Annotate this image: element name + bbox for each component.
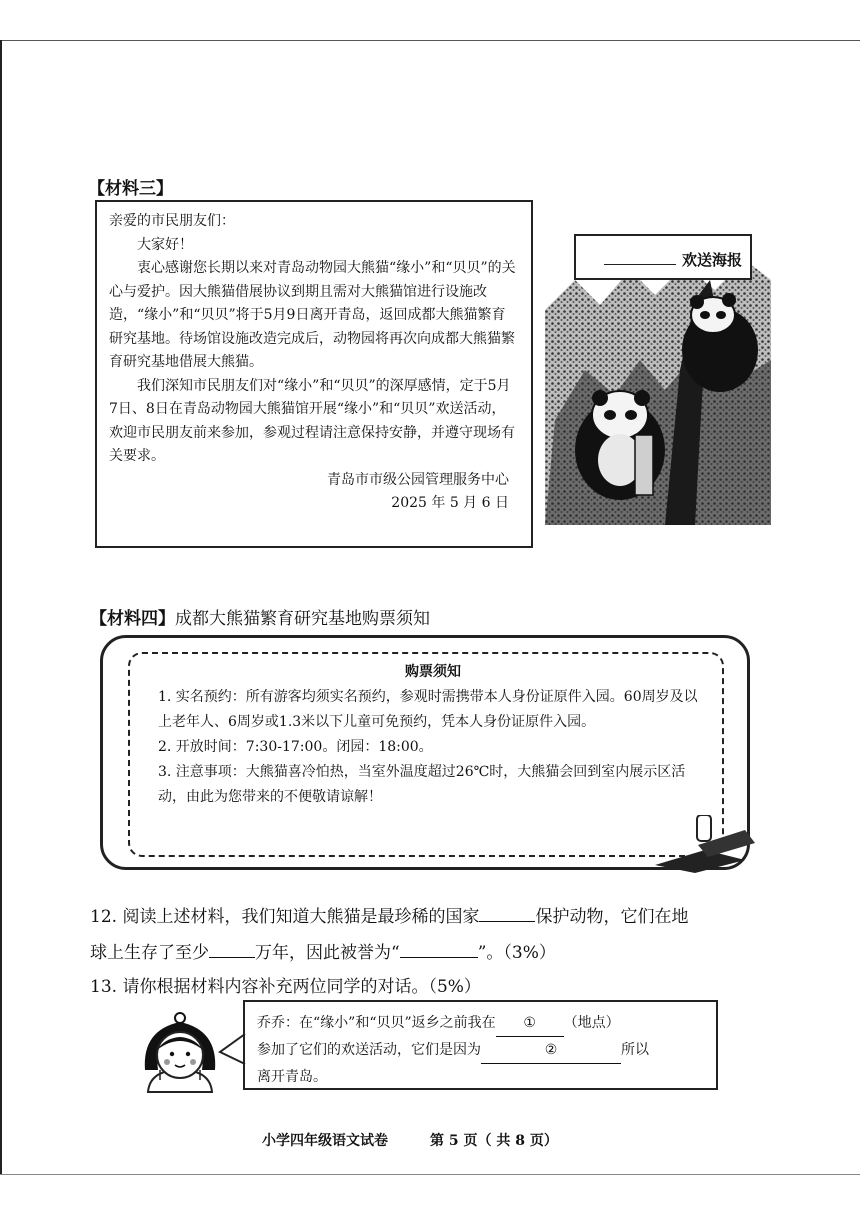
poster-title-blank	[604, 246, 676, 265]
question-12-line-1	[90, 902, 688, 932]
ticket-notice-title: 购票须知	[405, 664, 461, 680]
dialog-line-2	[257, 1037, 706, 1064]
q12-blank-2[interactable]	[209, 939, 255, 958]
q12-blank-3[interactable]	[400, 939, 478, 958]
dialog-text-4: 所以	[621, 1042, 649, 1058]
dialog-line-3: 离开青岛。	[257, 1069, 327, 1085]
dialog-text-3: 参加了它们的欢送活动，它们是因为	[257, 1042, 481, 1058]
dialog-box	[243, 1000, 718, 1090]
letter-salutation: 亲爱的市民朋友们：	[109, 213, 235, 229]
page-footer	[262, 1130, 558, 1150]
material4-title: 成都大熊猫繁育研究基地购票须知	[175, 609, 430, 629]
q12-text-1: 12. 阅读上述材料，我们知道大熊猫是最珍稀的国家	[90, 907, 480, 927]
ticket-notice-item-1: 1. 实名预约：所有游客均须实名预约，参观时需携带本人身份证原件入园。60周岁及以上老年人、6周岁或1.3米以下儿童可免预约，凭本人身份证原件入园。	[158, 689, 698, 730]
ticket-notice-item-2: 2. 开放时间：7:30-17:00。闭园：18:00。	[158, 739, 433, 755]
q12-text-5: ”。（3%）	[477, 943, 556, 963]
speech-pointer	[218, 1030, 246, 1070]
notice-letter	[95, 200, 533, 548]
footer-exam-name: 小学四年级语文试卷	[262, 1133, 388, 1149]
letter-paragraph-2: 我们深知市民朋友们对“缘小”和“贝贝”的深厚感情，定于5月7日、8日在青岛动物园大熊猫馆开展“缘小”和“贝贝”欢送活动，欢迎市民朋友前来参加，参观过程请注意保持安静，并遵守现场有关要求。	[109, 377, 515, 464]
ticket-notice	[128, 652, 724, 857]
left-border-line	[0, 40, 2, 1175]
dialog-line-1	[257, 1010, 706, 1037]
q12-text-3: 球上生存了至少	[90, 943, 209, 963]
q12-blank-1[interactable]	[479, 903, 535, 922]
student-avatar	[140, 1010, 220, 1095]
dialog-text-1: 乔乔：在“缘小”和“贝贝”返乡之前我在	[257, 1015, 496, 1031]
dialog-blank-1[interactable]: ①	[496, 1010, 564, 1037]
material4-heading	[90, 604, 430, 629]
dialog-blank-2[interactable]: ②	[481, 1037, 621, 1064]
question-12-line-2	[90, 938, 556, 968]
material4-label: 【材料四】	[90, 609, 175, 629]
material3-heading: 【材料三】	[88, 179, 173, 199]
poster-title-box	[574, 234, 752, 280]
letter-greeting: 大家好！	[137, 236, 193, 253]
poster-title-text: 欢送海报	[681, 251, 742, 269]
book-icon	[650, 815, 760, 875]
letter-paragraph-1: 衷心感谢您长期以来对青岛动物园大熊猫“缘小”和“贝贝”的关心与爱护。因大熊猫借展协议到期且需对大熊猫馆进行设施改造，“缘小”和“贝贝”将于5月9日离开青岛，返回成都大熊猫繁育研究基地。待场馆设施改造完成后，动物园将再次向成都大熊猫繁育研究基地借展大熊猫。	[109, 260, 516, 370]
dialog-text-2: （地点）	[563, 1015, 620, 1031]
footer-page-number: 第 5 页（ 共 8 页）	[430, 1133, 558, 1149]
bottom-border-line	[0, 1174, 860, 1175]
letter-date: 2025 年 5 月 6 日	[391, 495, 509, 511]
letter-signature: 青岛市市级公园管理服务中心	[327, 471, 509, 488]
question-13: 13. 请你根据材料内容补充两位同学的对话。（5%）	[90, 977, 481, 997]
q12-text-4: 万年，因此被誉为“	[255, 943, 400, 963]
top-border-line	[0, 40, 860, 41]
q12-text-2: 保护动物，它们在地	[535, 907, 689, 927]
ticket-notice-item-3: 3. 注意事项：大熊猫喜冷怕热，当室外温度超过26℃时，大熊猫会回到室内展示区活动，由此为您带来的不便敬请谅解！	[158, 764, 686, 805]
